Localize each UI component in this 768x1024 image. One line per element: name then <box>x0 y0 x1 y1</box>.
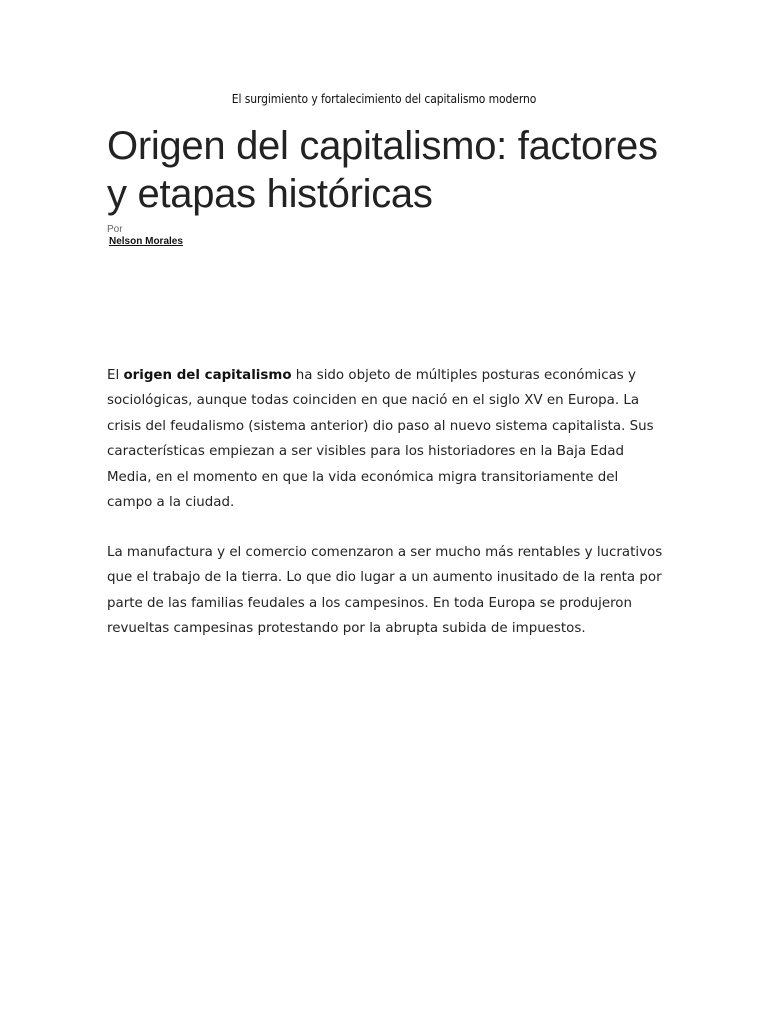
paragraph-1-lead: El <box>107 368 124 383</box>
author-link[interactable]: Nelson Morales <box>109 236 183 247</box>
paragraph-1-highlight: origen del capitalismo <box>123 368 292 383</box>
article-title: Origen del capitalismo: factores y etapas históricas <box>107 124 658 216</box>
article-kicker: El surgimiento y fortalecimiento del capitalismo moderno <box>231 92 537 106</box>
paragraph-1-rest: ha sido objeto de múltiples posturas económicas y sociológicas, aunque todas coinciden en que nació en el siglo XV en Europa. La crisis del feudalismo (sistema anterior) dio paso al nuevo sistema capitalista. Sus características empiezan a ser visibles para los historiadores en la Baja Edad Media, en el momento en que la vida económica migra transitoriamente del campo a la ciudad. <box>107 368 654 511</box>
article-paragraph-2: La manufactura y el comercio comenzaron a ser mucho más rentables y lucrativos que el trabajo de la tierra. Lo que dio lugar a un aumento inusitado de la renta por parte de las familias feudales a los campesinos. En toda Europa se produjeron revueltas campesinas protestando por la abrupta subida de impuestos. <box>107 545 663 637</box>
byline-label: Por <box>107 224 123 235</box>
article-paragraph-1 <box>107 363 667 515</box>
